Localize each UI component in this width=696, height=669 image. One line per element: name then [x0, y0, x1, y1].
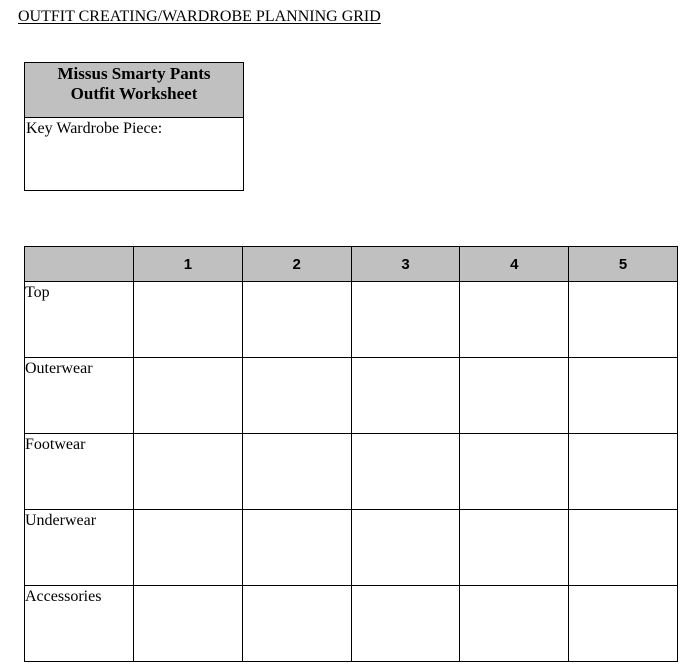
grid-cell[interactable]: [460, 434, 569, 510]
grid-cell[interactable]: [242, 282, 351, 358]
grid-cell[interactable]: [351, 586, 460, 662]
grid-cell[interactable]: [351, 434, 460, 510]
grid-row-top: [25, 282, 678, 358]
outfit-planning-grid: [24, 246, 678, 662]
row-label-accessories: Accessories: [25, 586, 134, 662]
grid-cell[interactable]: [242, 358, 351, 434]
grid-column-header-5: 5: [569, 247, 678, 282]
grid-row-outerwear: [25, 358, 678, 434]
grid-corner-cell: [25, 247, 134, 282]
worksheet-header-line-2: Outfit Worksheet: [70, 84, 198, 103]
grid-cell[interactable]: [569, 434, 678, 510]
worksheet-header-line-1: Missus Smarty Pants: [57, 64, 211, 83]
row-label-outerwear: Outerwear: [25, 358, 134, 434]
grid-column-header-3: 3: [351, 247, 460, 282]
grid-cell[interactable]: [569, 282, 678, 358]
row-label-footwear: Footwear: [25, 434, 134, 510]
key-wardrobe-piece-field[interactable]: [25, 118, 243, 139]
key-wardrobe-piece-label: Key Wardrobe Piece:: [26, 120, 163, 137]
grid-column-header-1: 1: [134, 247, 243, 282]
grid-cell[interactable]: [460, 282, 569, 358]
grid-row-accessories: [25, 586, 678, 662]
grid-cell[interactable]: [460, 586, 569, 662]
worksheet-header: [25, 63, 243, 118]
row-label-top: Top: [25, 282, 134, 358]
grid-cell[interactable]: [242, 434, 351, 510]
grid-cell[interactable]: [242, 586, 351, 662]
grid-cell[interactable]: [460, 358, 569, 434]
grid-cell[interactable]: [569, 586, 678, 662]
grid-cell[interactable]: [134, 586, 243, 662]
grid-cell[interactable]: [242, 510, 351, 586]
grid-cell[interactable]: [134, 434, 243, 510]
grid-column-header-4: 4: [460, 247, 569, 282]
grid-cell[interactable]: [569, 510, 678, 586]
grid-cell[interactable]: [351, 358, 460, 434]
grid-cell[interactable]: [460, 510, 569, 586]
grid-row-footwear: [25, 434, 678, 510]
grid-cell[interactable]: [351, 510, 460, 586]
grid-cell[interactable]: [134, 510, 243, 586]
grid-header-row: [25, 247, 678, 282]
grid-cell[interactable]: [134, 358, 243, 434]
grid-cell[interactable]: [569, 358, 678, 434]
document-title: OUTFIT CREATING/WARDROBE PLANNING GRID: [18, 8, 381, 25]
grid-cell[interactable]: [134, 282, 243, 358]
worksheet-info-box: [24, 62, 244, 191]
row-label-underwear: Underwear: [25, 510, 134, 586]
grid-column-header-2: 2: [242, 247, 351, 282]
grid-cell[interactable]: [351, 282, 460, 358]
grid-row-underwear: [25, 510, 678, 586]
